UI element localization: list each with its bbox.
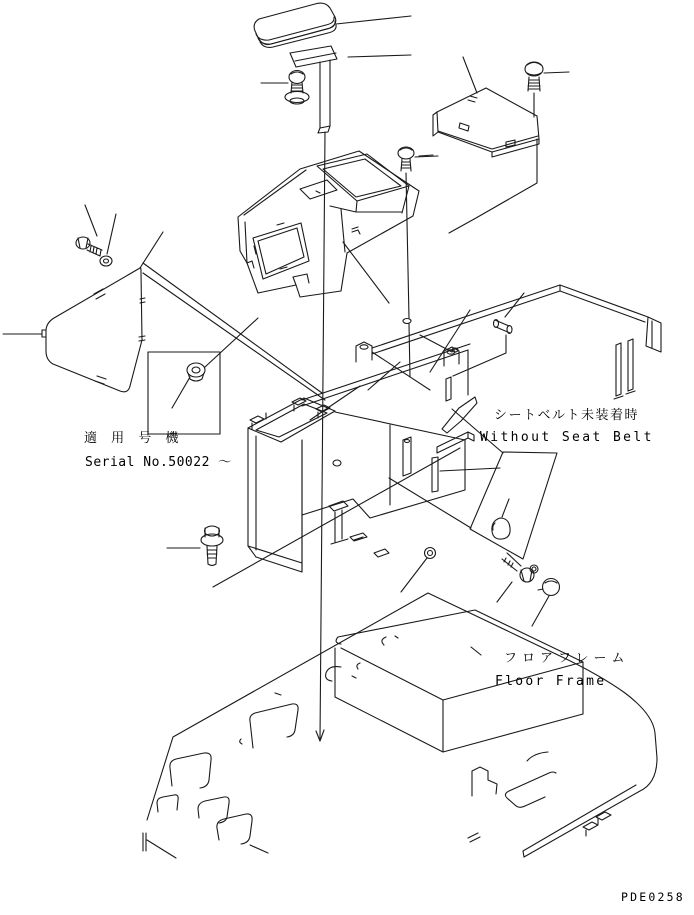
- leader-line: [497, 582, 512, 602]
- leader-line: [401, 558, 427, 592]
- pad-cover-part: [254, 3, 411, 47]
- lock-nut-detail-box-part: [148, 318, 258, 434]
- support-bracket-strip-part: [290, 46, 411, 133]
- flanged-bolt-top-part: [261, 71, 309, 105]
- leader-line: [85, 205, 97, 236]
- leader-line: [415, 156, 438, 157]
- console-top-cover-part: [238, 151, 419, 303]
- leader-line: [172, 377, 190, 408]
- seat-belt-plug-detail-part: [470, 452, 557, 559]
- leader-line: [502, 499, 509, 517]
- center-axis-line: [316, 132, 325, 741]
- rear-cover-plate-part: [419, 57, 539, 233]
- serial-applicability-label-jp: 適 用 号 機: [84, 431, 184, 446]
- serial-number-label: Serial No.50022 ～: [85, 455, 232, 470]
- side-bolt-and-washer-part: [76, 205, 116, 266]
- hole-cap-part: [532, 579, 560, 627]
- leader-line: [107, 214, 116, 254]
- leader-line: [440, 468, 500, 471]
- leader-line: [348, 55, 411, 57]
- floor-frame-label-jp: フロアフレーム: [504, 651, 630, 666]
- leader-line: [471, 647, 481, 655]
- leader-line: [205, 318, 258, 367]
- leader-line: [532, 596, 549, 626]
- console-frame-assembly-part: [302, 285, 661, 492]
- leader-line: [143, 273, 325, 400]
- leader-line: [463, 57, 477, 93]
- leader-line: [453, 335, 506, 376]
- floor-frame-plate-part: [143, 593, 657, 858]
- side-cover-plate-part: [3, 232, 325, 400]
- flanged-bolt-bottom-part: [167, 526, 223, 566]
- leader-line: [505, 293, 524, 317]
- leader-line: [336, 16, 411, 24]
- seat-belt-note-en: Without Seat Belt: [480, 430, 654, 445]
- seat-belt-note-jp: シートベルト未装着時: [494, 408, 640, 423]
- socket-bolt-right-part: [525, 62, 569, 117]
- floor-frame-label-en: Floor Frame: [495, 674, 607, 689]
- seat-belt-bolt-washer-part: [497, 553, 538, 602]
- spacer-pin-part: [453, 293, 524, 376]
- leader-line: [343, 242, 389, 303]
- drawing-code: PDE0258: [621, 890, 685, 904]
- leader-line: [140, 232, 163, 268]
- small-nut-part: [401, 548, 436, 593]
- leader-line: [544, 72, 569, 73]
